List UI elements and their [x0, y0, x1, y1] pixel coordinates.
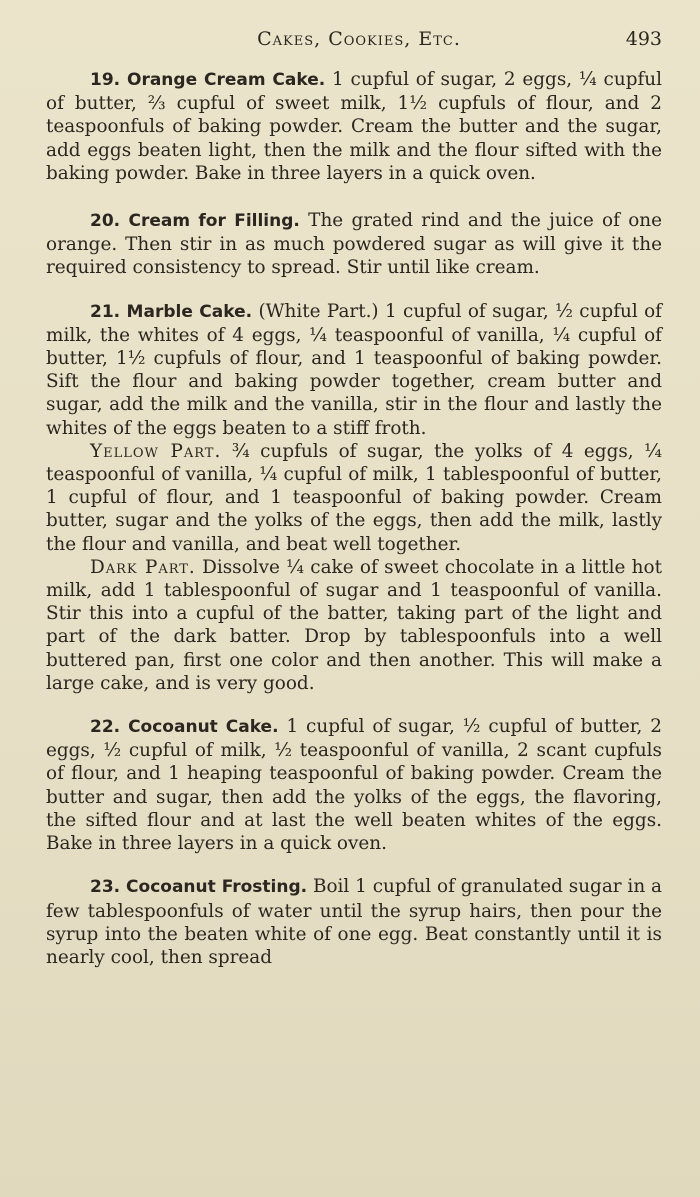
recipe-paragraph — [46, 715, 662, 855]
recipe-text: Boil 1 cupful of granulated sugar in a few tablespoonfuls of water until the syrup hairs, then pour the syrup into the beaten white of one egg. Beat constantly until it is nearly cool, then spread — [46, 876, 662, 968]
recipe-part-dark — [46, 556, 662, 695]
recipe-paragraph — [46, 875, 662, 969]
recipe-title: 20. Cream for Filling. — [90, 211, 300, 232]
recipe-cocoanut-frosting — [46, 875, 662, 969]
recipe-title: 21. Marble Cake. — [90, 301, 253, 322]
running-head — [46, 28, 662, 64]
recipe-paragraph — [46, 68, 662, 185]
recipe-text: 1 cupful of sugar, 2 eggs, ¼ cupful of butter, ⅔ cupful of sweet milk, 1½ cupfuls of flour, and 2 teaspoonfuls of baking powder. Cream the butter and the sugar, add eggs beaten light, then the milk and the flour sifted with the baking powder. Bake in three layers in a quick oven. — [46, 69, 662, 184]
part-text: ¾ cupfuls of sugar, the yolks of 4 eggs, ¼ teaspoonful of vanilla, ¼ cupful of milk, 1 tablespoonful of butter, 1 cupful of flour, and 1 teaspoonful of baking powder. Cream butter, sugar and the yolks of the eggs, then add the milk, lastly the flour and vanilla, and beat well together. — [46, 440, 662, 555]
recipe-text: The grated rind and the juice of one orange. Then stir in as much powdered sugar as will give it the required consistency to spread. Stir until like cream. — [46, 210, 662, 279]
recipe-text: (White Part.) 1 cupful of sugar, ½ cupful of milk, the whites of 4 eggs, ¼ teaspoonful of vanilla, ¼ cupful of butter, 1½ cupfuls of flour, and 1 teaspoonful of baking powder. Sift the flour and baking powder together, cream butter and sugar, add the milk and the vanilla, stir in the flour and lastly the whites of the eggs beaten to a stiff froth. — [46, 300, 662, 439]
recipe-cream-for-filling — [46, 209, 662, 280]
part-text: Dissolve ¼ cake of sweet chocolate in a little hot milk, add 1 tablespoonful of sugar and 1 teaspoonful of vanilla. Stir this into a cupful of the batter, taking part of the light and part of the dark batter. Drop by tablespoonfuls into a well buttered pan, first one color and then another. This will make a large cake, and is very good. — [46, 556, 662, 694]
part-label: Yellow Part. — [90, 440, 222, 462]
running-title: Cakes, Cookies, Etc. — [257, 28, 461, 50]
recipe-title: 22. Cocoanut Cake. — [90, 717, 279, 738]
page-number: 493 — [625, 28, 662, 50]
recipe-title: 19. Orange Cream Cake. — [90, 70, 326, 90]
part-label: Dark Part. — [90, 556, 196, 578]
recipe-text: 1 cupful of sugar, ½ cupful of butter, 2 eggs, ½ cupful of milk, ½ teaspoonful of vanilla, 2 scant cupfuls of flour, and 1 heaping teaspoonful of baking powder. Cream the butter and sugar, then add the yolks of the eggs, the flavoring, the sifted flour and at last the well beaten whites of the eggs. Bake in three layers in a quick oven. — [46, 716, 662, 855]
recipe-cocoanut-cake — [46, 715, 662, 855]
recipe-part-yellow — [46, 440, 662, 556]
recipe-marble-cake — [46, 300, 662, 695]
recipe-orange-cream-cake — [46, 68, 662, 185]
recipe-paragraph — [46, 209, 662, 280]
recipe-paragraph — [46, 300, 662, 440]
recipe-title: 23. Cocoanut Frosting. — [90, 877, 308, 898]
